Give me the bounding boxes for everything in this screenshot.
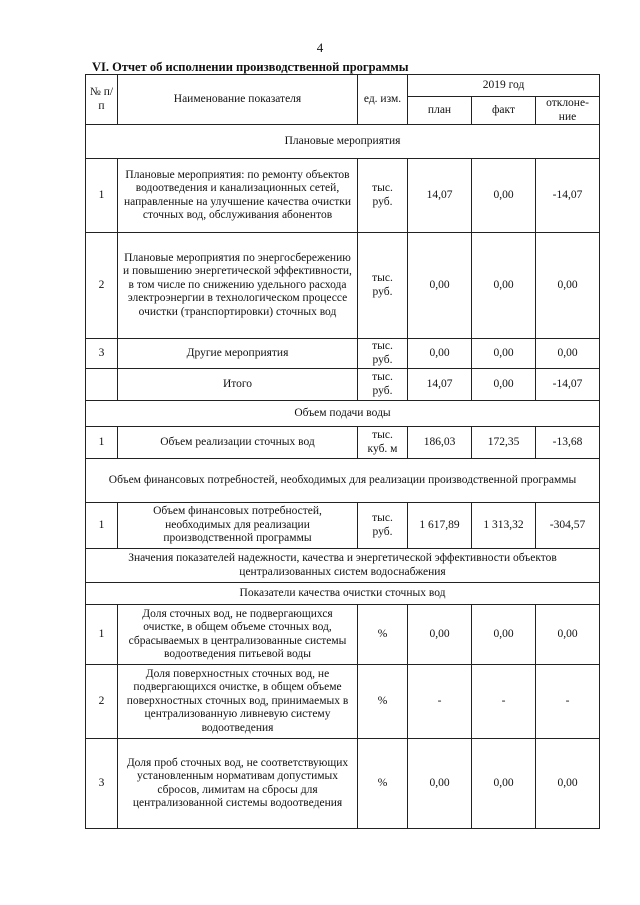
section-finance: Объем финансовых потребностей, необходимых для реализации производственной программы: [86, 459, 600, 503]
table-row: [86, 503, 600, 549]
table-row: [86, 233, 600, 339]
row-fact: 0,00: [472, 739, 536, 829]
row-name: Другие мероприятия: [118, 339, 358, 369]
header-name: Наименование показателя: [118, 75, 358, 125]
row-num: 1: [86, 159, 118, 233]
table-row: [86, 427, 600, 459]
row-deviation: -13,68: [536, 427, 600, 459]
row-num: 2: [86, 233, 118, 339]
row-num: 1: [86, 503, 118, 549]
report-table: [85, 74, 600, 829]
row-plan: 14,07: [408, 369, 472, 401]
section-row: [86, 125, 600, 159]
row-fact: 0,00: [472, 605, 536, 665]
row-num: 2: [86, 665, 118, 739]
row-unit: %: [358, 665, 408, 739]
table-row: [86, 159, 600, 233]
row-deviation: 0,00: [536, 605, 600, 665]
row-plan: 1 617,89: [408, 503, 472, 549]
row-unit: тыс. руб.: [358, 369, 408, 401]
row-plan: -: [408, 665, 472, 739]
section-reliability: Значения показателей надежности, качества и энергетической эффективности объектов централизованных систем водоснабжения: [86, 549, 600, 583]
row-deviation: 0,00: [536, 339, 600, 369]
page-number: 4: [316, 40, 324, 55]
row-unit: тыс. руб.: [358, 503, 408, 549]
row-fact: 0,00: [472, 339, 536, 369]
row-unit: тыс. руб.: [358, 233, 408, 339]
row-unit: тыс. руб.: [358, 159, 408, 233]
row-name: Объем реализации сточных вод: [118, 427, 358, 459]
row-deviation: -: [536, 665, 600, 739]
table-row: [86, 739, 600, 829]
row-fact: 0,00: [472, 159, 536, 233]
section-title: VI. Отчет об исполнении производственной программы: [92, 60, 409, 74]
row-num: 1: [86, 427, 118, 459]
row-plan: 14,07: [408, 159, 472, 233]
header-num: № п/п: [86, 75, 118, 125]
row-name: Доля проб сточных вод, не соответствующих установленным нормативам допустимых сбросов, лимитам на сбросы для централизованной системы водоотведения: [118, 739, 358, 829]
section-row: [86, 549, 600, 583]
row-unit: %: [358, 739, 408, 829]
row-fact: 172,35: [472, 427, 536, 459]
row-plan: 186,03: [408, 427, 472, 459]
row-plan: 0,00: [408, 233, 472, 339]
row-unit: тыс. куб. м: [358, 427, 408, 459]
row-name: Плановые мероприятия: по ремонту объектов водоотведения и канализационных сетей, направленные на улучшение качества очистки сточных вод, обслуживания абонентов: [118, 159, 358, 233]
header-fact: факт: [472, 97, 536, 125]
row-fact: -: [472, 665, 536, 739]
header-deviation: отклоне-ние: [536, 97, 600, 125]
header-row: [86, 75, 600, 97]
header-plan: план: [408, 97, 472, 125]
row-plan: 0,00: [408, 605, 472, 665]
row-fact: 1 313,32: [472, 503, 536, 549]
table-row: [86, 605, 600, 665]
row-deviation: 0,00: [536, 739, 600, 829]
row-deviation: 0,00: [536, 233, 600, 339]
total-label: Итого: [118, 369, 358, 401]
row-plan: 0,00: [408, 739, 472, 829]
row-num: 3: [86, 339, 118, 369]
section-row: [86, 459, 600, 503]
row-deviation: -304,57: [536, 503, 600, 549]
section-quality: Показатели качества очистки сточных вод: [86, 583, 600, 605]
row-name: Плановые мероприятия по энергосбережению и повышению энергетической эффективности, в том числе по снижению удельного расхода электроэнергии в технологическом процессе очистки (транспортировки) сточных вод: [118, 233, 358, 339]
row-name: Объем финансовых потребностей, необходимых для реализации производственной программы: [118, 503, 358, 549]
section-water-supply: Объем подачи воды: [86, 401, 600, 427]
row-plan: 0,00: [408, 339, 472, 369]
row-deviation: -14,07: [536, 369, 600, 401]
row-deviation: -14,07: [536, 159, 600, 233]
row-num: [86, 369, 118, 401]
row-fact: 0,00: [472, 369, 536, 401]
row-unit: тыс. руб.: [358, 339, 408, 369]
header-year: 2019 год: [408, 75, 600, 97]
total-row: [86, 369, 600, 401]
row-unit: %: [358, 605, 408, 665]
row-num: 1: [86, 605, 118, 665]
section-planned: Плановые мероприятия: [86, 125, 600, 159]
row-name: Доля поверхностных сточных вод, не подвергающихся очистке, в общем объеме поверхностных сточных вод, принимаемых в централизованную ливневую систему водоотведения: [118, 665, 358, 739]
header-unit: ед. изм.: [358, 75, 408, 125]
section-row: [86, 583, 600, 605]
section-row: [86, 401, 600, 427]
table-row: [86, 665, 600, 739]
row-name: Доля сточных вод, не подвергающихся очистке, в общем объеме сточных вод, сбрасываемых в централизованные системы водоотведения питьевой воды: [118, 605, 358, 665]
row-num: 3: [86, 739, 118, 829]
row-fact: 0,00: [472, 233, 536, 339]
table-row: [86, 339, 600, 369]
